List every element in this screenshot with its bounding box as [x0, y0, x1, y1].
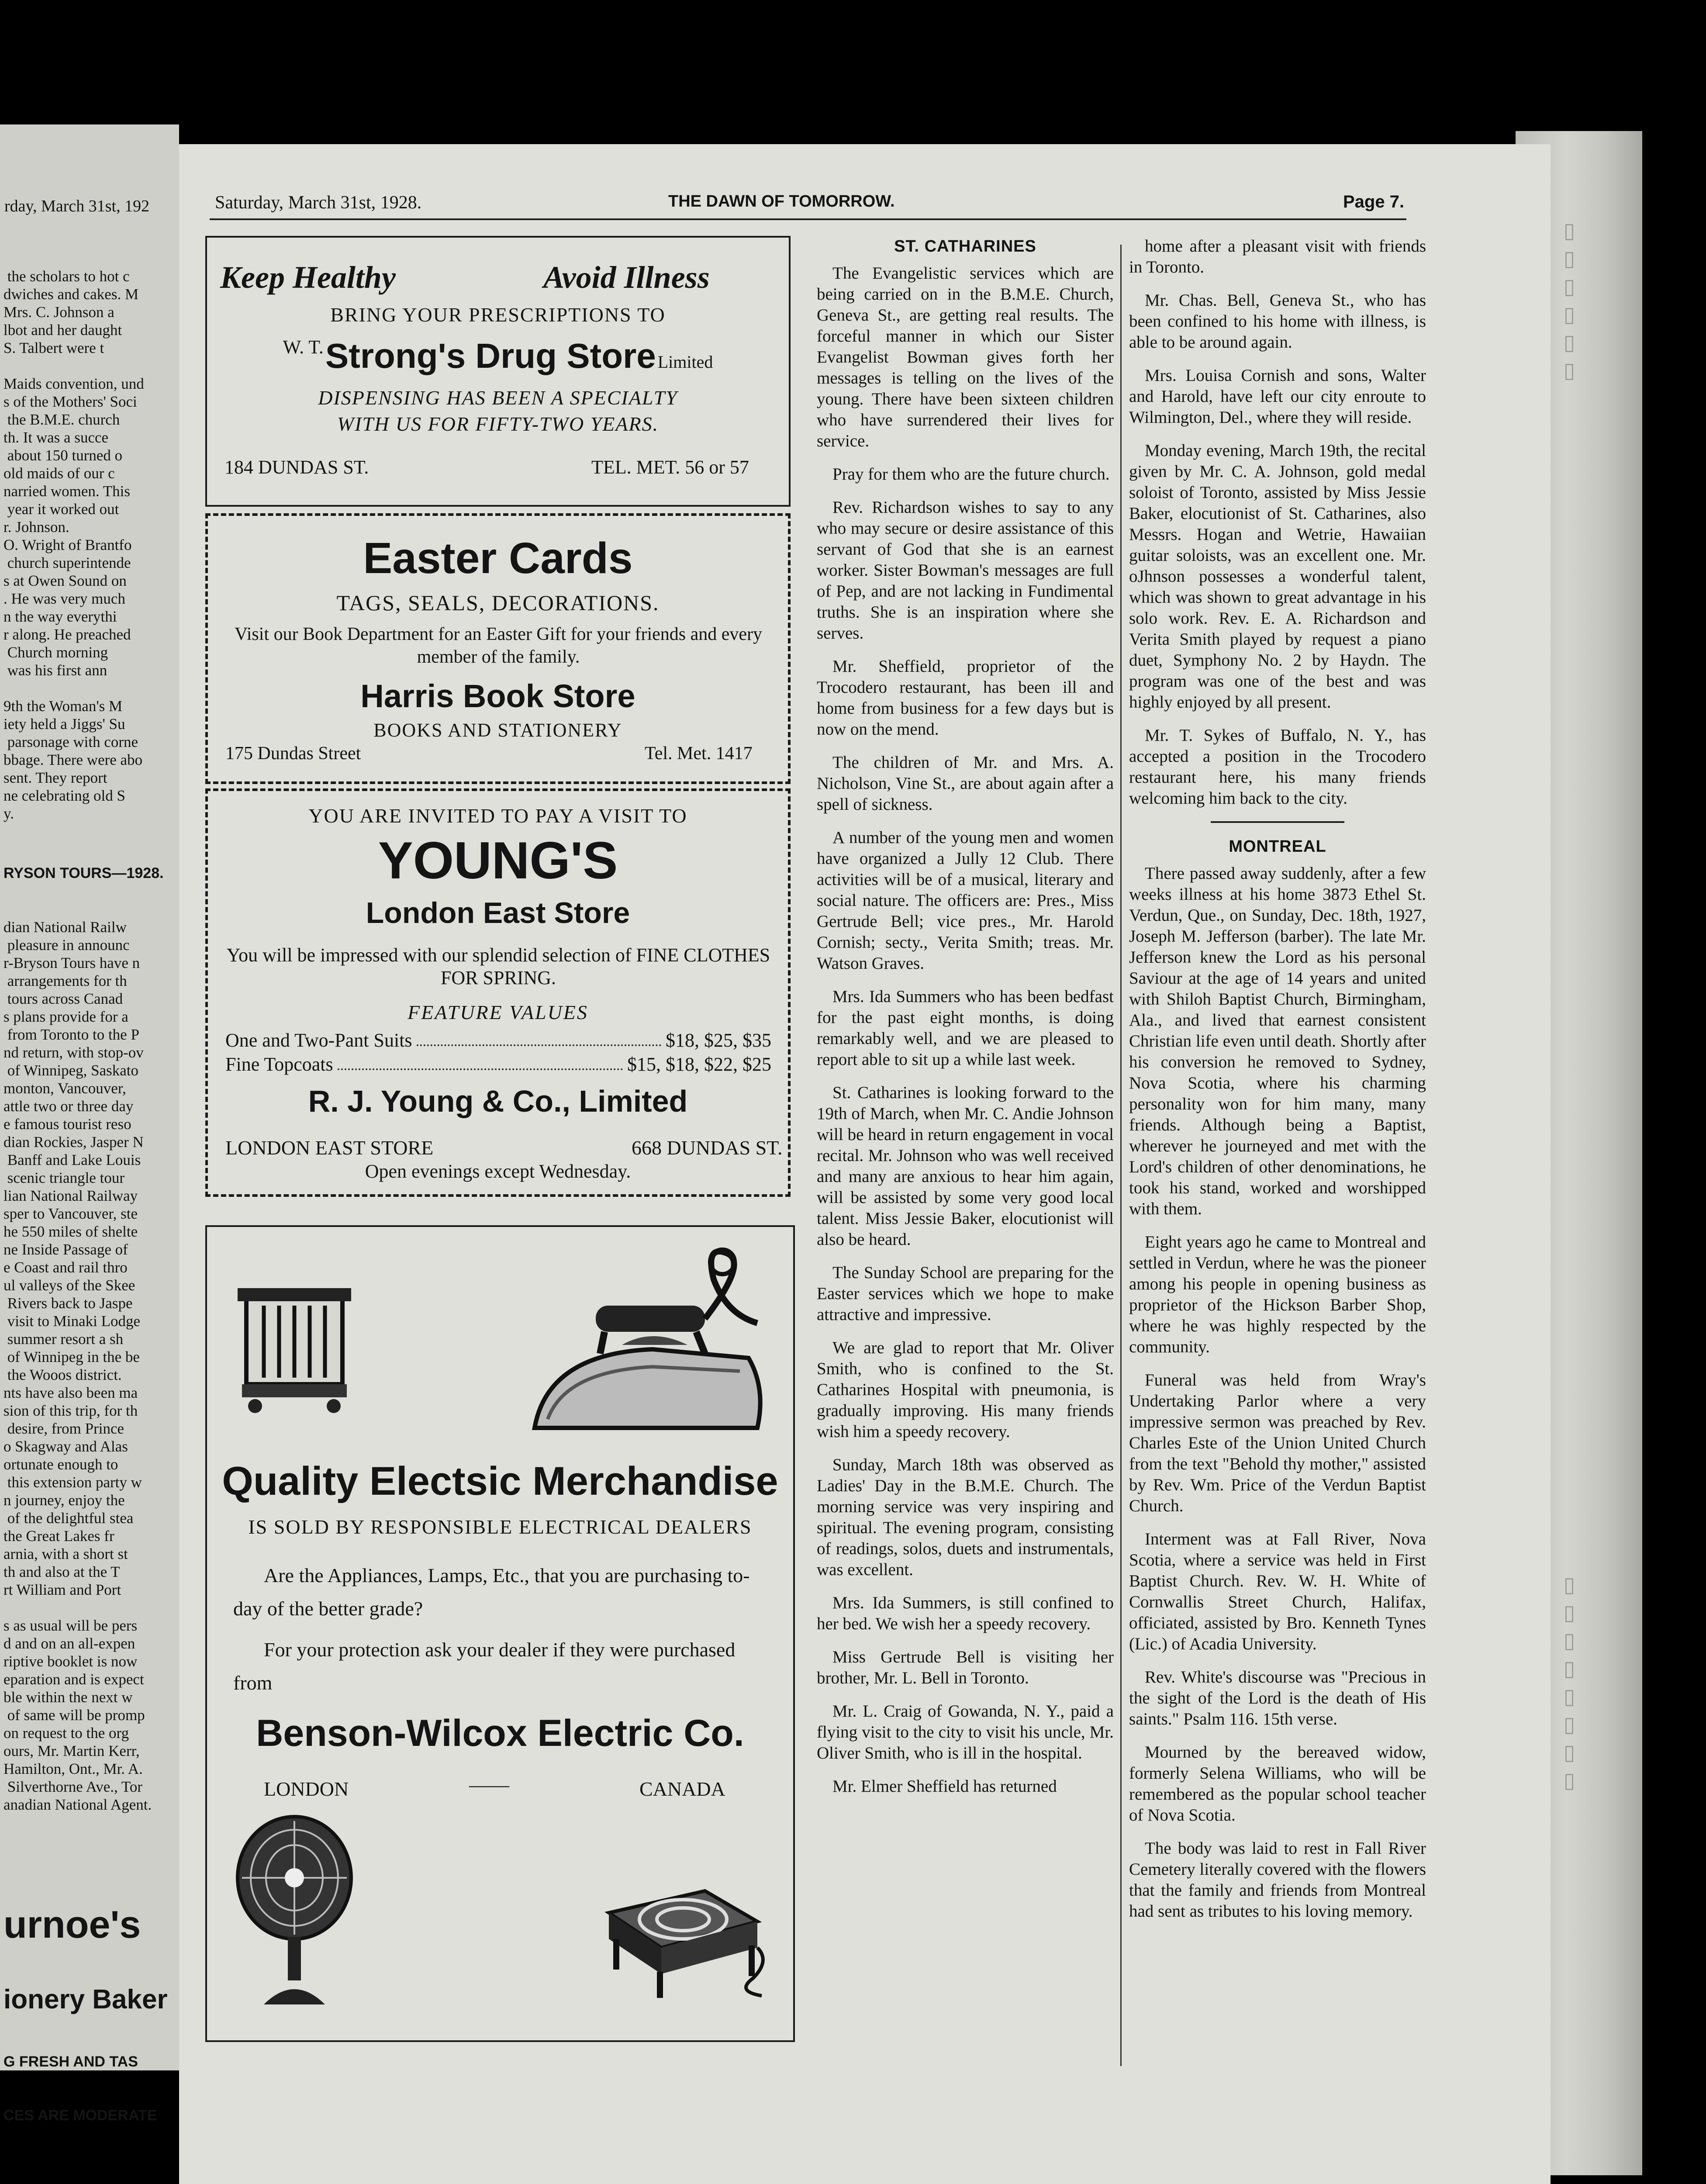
left-page-line: bbage. There were abo — [3, 751, 143, 768]
feature-values-heading: FEATURE VALUES — [408, 1001, 588, 1023]
left-page-line: . He was very much — [3, 590, 125, 607]
left-page-line: the scholars to hot c — [3, 268, 130, 285]
toaster-icon — [233, 1279, 356, 1415]
st-catharines-paragraph: Mrs. Ida Summers who has been bedfast for the past eight months, is doing remarkably well, and we are pleased to report able to sit up a while last week. — [817, 987, 1114, 1069]
right-column-paragraph: Monday evening, March 19th, the recital given by Mr. C. A. Johnson, gold medal soloist of Toronto, assisted by Miss Jessie Baker, elocutionist of St. Catharines, also Messrs. Hogan and Wetrie, Hawaiian guitar soloists, was an excellent one. Mr. oJhnson possesses a wonderful talent, which was shown to great advantage in his solo work. Rev. E. A. Richardson and Verita Smith played by request a piano duet, Symphony No. 2 by Haydn. The program was one of the best and was highly enjoyed by all present. — [1129, 441, 1426, 712]
left-page-line — [3, 679, 178, 697]
hot-plate-icon — [591, 1873, 779, 2004]
price-row-suits — [225, 1029, 771, 1051]
st-catharines-paragraphs — [817, 263, 1114, 1797]
left-page-line: ne celebrating old S — [3, 787, 125, 804]
tours-line: e famous tourist reso — [3, 1116, 131, 1133]
left-page-line: lbot and her daught — [3, 321, 122, 339]
tours-line: Rivers back to Jaspe — [3, 1295, 133, 1312]
benson-country: CANADA — [639, 1778, 725, 1800]
header-paper-name: THE DAWN OF TOMORROW. — [668, 192, 895, 211]
dispensing-line: DISPENSING HAS BEEN A SPECIALTY — [318, 387, 678, 409]
montreal-paragraph: The body was laid to rest in Fall River Cemetery literally covered with the flowers that the family and friends from Montreal had sent as tributes to his loving memory. — [1129, 1839, 1426, 1921]
tours-line: riptive booklet is now — [3, 1653, 138, 1670]
tours-line: ul valleys of the Skee — [3, 1277, 135, 1294]
youngs-invite: YOU ARE INVITED TO PAY A VISIT TO — [308, 805, 687, 827]
tours-line — [3, 1599, 178, 1617]
tours-line: of Winnipeg in the be — [3, 1348, 140, 1365]
left-ad-line2: ionery Baker — [3, 1984, 168, 2015]
tours-line: of the delightful stea — [3, 1510, 134, 1527]
left-page-line: was his first ann — [3, 662, 107, 679]
st-catharines-paragraph: The Sunday School are preparing for the Easter services which we hope to make attractive and impressive. — [817, 1263, 1114, 1324]
library-stamp-top-icon: ▯▯▯▯▯▯ — [1558, 218, 1581, 386]
tours-line: Hamilton, Ont., Mr. A. — [3, 1760, 143, 1777]
tours-line: ortunate enough to — [3, 1456, 118, 1473]
prescriptions-line: BRING YOUR PRESCRIPTIONS TO — [330, 304, 666, 326]
st-catharines-paragraph: Mrs. Ida Summers, is still confined to her bed. We wish her a speedy recovery. — [817, 1593, 1114, 1633]
tours-line: dian Rockies, Jasper N — [3, 1133, 144, 1151]
left-page-line: th. It was a succe — [3, 429, 109, 446]
tours-line: eparation and is expect — [3, 1671, 144, 1688]
left-page-header-date: rday, March 31st, 192 — [4, 197, 150, 215]
harris-tagline: BOOKS AND STATIONERY — [373, 719, 622, 741]
drug-store-name-line — [207, 336, 789, 376]
left-ad-line3: G FRESH AND TAS — [3, 2053, 138, 2070]
st-catharines-paragraph: A number of the young men and women have organized a Jully 12 Club. There activities will be of a musical, literary and social nature. The officers are: Pres., Miss Gertrude Bell; vice pres., Mr. Harold Cornish; secty., Verita Smith; treas. Mr. Watson Graves. — [817, 828, 1114, 973]
montreal-paragraph: Interment was at Fall River, Nova Scotia, where a service was held in First Baptist Church. Rev. W. H. White of Cornwallis Street Church, Halifax, officiated, assisted by Bro. Kenneth Tynes (Lic.) of Acadia University. — [1129, 1530, 1426, 1653]
tours-line: desire, from Prince — [3, 1420, 124, 1437]
tours-line: the Great Lakes fr — [3, 1527, 114, 1545]
suits-label: One and Two-Pant Suits — [225, 1030, 412, 1051]
st-catharines-column — [817, 236, 1114, 1809]
left-page-line: s at Owen Sound on — [3, 572, 127, 589]
tours-line: the Wooos district. — [3, 1366, 122, 1383]
price-row-topcoats — [225, 1053, 771, 1075]
topcoats-prices: $15, $18, $22, $25 — [627, 1054, 771, 1075]
header-page-number: Page 7. — [1343, 192, 1405, 211]
st-catharines-paragraph: Mr. Elmer Sheffield has returned — [832, 1777, 1057, 1796]
library-stamp-bottom-icon: ▯▯▯▯▯▯▯▯ — [1558, 1572, 1581, 1796]
tours-line: Banff and Lake Louis — [3, 1151, 141, 1168]
left-page-line: Maids convention, und — [3, 375, 144, 392]
tours-line: of same will be promp — [3, 1707, 145, 1724]
tours-line: he 550 miles of shelte — [3, 1223, 138, 1240]
right-column — [1129, 236, 1426, 1934]
st-catharines-paragraph: St. Catharines is looking forward to the 19th of March, when Mr. C. Andie Johnson will be heard in return engagement in vocal recital. Mr. Johnson who was well received and many are anxious to hear him again, will be assisted by some very good local talent. Miss Jessie Baker, elocutionist will also be heard. — [817, 1083, 1114, 1249]
tours-line: Silverthorne Ave., Tor — [3, 1778, 143, 1795]
youngs-name: YOUNG'S — [378, 831, 618, 890]
left-page-line: church superintende — [3, 554, 131, 571]
montreal-paragraph: There passed away suddenly, after a few weeks illness at his home 3873 Ethel St. Verdun, Que., on Sunday, Dec. 18th, 1927, Joseph M. Jefferson (barber). The late Mr. Jefferson knew the Lord as his personal Saviour at the age of 14 years and united with Shiloh Baptist Church, Birmingham, Ala., and lived that earnest consistent Christian life even until death. Shortly after his conversion he removed to Sydney, Nova Scotia, where his charming personality won for him many, many friends. Although being a Baptist, wherever he journeyed and met with the Lord's children of other denominations, he took his stand, worked and worshipped with them. — [1129, 864, 1426, 1218]
tours-line: scenic triangle tour — [3, 1169, 124, 1186]
tours-line: ble within the next w — [3, 1689, 133, 1706]
easter-cards-title: Easter Cards — [363, 534, 633, 583]
young-company-name: R. J. Young & Co., Limited — [308, 1084, 688, 1118]
tours-line: sion of this trip, for th — [3, 1402, 138, 1419]
youngs-body: You will be impressed with our splendid selection of FINE CLOTHES FOR SPRING. — [226, 944, 770, 988]
tours-line: summer resort a sh — [3, 1330, 124, 1348]
left-ad-name: urnoe's — [3, 1903, 141, 1946]
tours-line: anadian National Agent. — [3, 1796, 152, 1813]
tours-line: nts have also been ma — [3, 1384, 138, 1401]
strongs-drug-store-ad — [205, 236, 791, 507]
young-address: 668 DUNDAS ST. — [632, 1137, 783, 1159]
tours-line: lian National Railway — [3, 1187, 138, 1204]
electric-heater-icon — [229, 1812, 360, 2022]
dot-leader — [338, 1053, 623, 1070]
left-page-line: r along. He preached — [3, 626, 131, 643]
left-page-line: dwiches and cakes. M — [3, 286, 139, 303]
left-page-line: O. Wright of Brantfo — [3, 536, 132, 553]
benson-title: Quality Electsic Merchandise — [222, 1459, 778, 1503]
right-column-paragraph: home after a pleasant visit with friends in Toronto. — [1129, 237, 1426, 276]
tours-line: of Winnipeg, Saskato — [3, 1062, 139, 1079]
harris-book-store-ad — [205, 513, 791, 784]
left-page-line: S. Talbert were t — [3, 339, 104, 356]
tours-line: sper to Vancouver, ste — [3, 1205, 138, 1222]
tours-line: o Skagway and Alas — [3, 1438, 128, 1455]
left-ad-fragment — [3, 1867, 178, 2184]
right-column-paragraph: Mr. Chas. Bell, Geneva St., who has been confined to his home with illness, is able to be around again. — [1129, 291, 1426, 352]
montreal-paragraph: Eight years ago he came to Montreal and settled in Verdun, where he was the pioneer among his people in opening business as proprietor of the Hickson Barber Shop, where he was highly respected by the community. — [1129, 1233, 1426, 1356]
tours-line: arnia, with a short st — [3, 1545, 128, 1562]
left-page-line: r. Johnson. — [3, 518, 69, 536]
st-catharines-paragraph: Mr. L. Craig of Gowanda, N. Y., paid a flying visit to the city to visit his uncle, Mr. Oliver Smith, who is ill in the hospital. — [817, 1702, 1114, 1762]
benson-city: LONDON — [264, 1778, 349, 1800]
benson-dash: —— — [469, 1773, 509, 1796]
left-page-line: s of the Mothers' Soci — [3, 393, 137, 410]
tours-line: ne Inside Passage of — [3, 1241, 128, 1258]
limited-label: Limited — [657, 352, 713, 372]
tours-line: r-Bryson Tours have n — [3, 954, 140, 971]
st-catharines-paragraph: We are glad to report that Mr. Oliver Smith, who is confined to the St. Catharines Hospital with pneumonia, is gradually improving. His many friends wish him a speedy recovery. — [817, 1338, 1114, 1441]
tours-text-lines — [3, 918, 178, 1814]
st-catharines-paragraph: The Evangelistic services which are being carried on in the B.M.E. Church, Geneva St., are getting real results. The forceful manner in which our Sister Evangelist Bowman gives forth her messages is telling on the lives of the young. There have been sixteen children who have surrendered their lives for service. — [817, 264, 1114, 450]
slogan-avoid-illness: Avoid Illness — [543, 260, 710, 295]
harris-phone: Tel. Met. 1417 — [645, 743, 753, 764]
left-page-line — [3, 357, 178, 375]
tours-line: tours across Canad — [3, 990, 123, 1007]
st-catharines-heading: ST. CATHARINES — [894, 237, 1036, 256]
suits-prices: $18, $25, $35 — [666, 1030, 771, 1051]
tours-line: attle two or three day — [3, 1098, 134, 1115]
harris-address: 175 Dundas Street — [225, 743, 361, 764]
header-date: Saturday, March 31st, 1928. — [215, 193, 422, 213]
tours-line: ours, Mr. Martin Kerr, — [3, 1742, 140, 1759]
tours-line: arrangements for th — [3, 972, 127, 989]
drug-store-name: Strong's Drug Store — [325, 336, 656, 375]
montreal-paragraph: Funeral was held from Wray's Undertaking Parlor where a very impressive sermon was preached by Rev. Charles Este of the Union United Church from the text "Behold thy mother," assisted by Rev. Wm. Price of the Verdun Baptist Church. — [1129, 1371, 1426, 1515]
tours-line: dian National Railw — [3, 919, 127, 936]
left-page-text — [3, 232, 178, 2184]
left-ad-line4: CES ARE MODERATE — [3, 2107, 157, 2124]
benson-company: Benson-Wilcox Electric Co. — [256, 1712, 744, 1754]
benson-body1: Are the Appliances, Lamps, Etc., that you are purchasing to-day of the better grade? — [233, 1564, 750, 1620]
section-divider — [1211, 821, 1344, 823]
left-page-text-lines — [3, 267, 178, 822]
st-catharines-paragraph: Pray for them who are the future church. — [832, 465, 1110, 484]
left-page-line: n the way everythi — [3, 608, 117, 625]
harris-body: Visit our Book Department for an Easter Gift for your friends and every member of the family. — [234, 624, 763, 667]
tours-line: from Toronto to the P — [3, 1026, 139, 1043]
left-page-line: Church morning — [3, 644, 108, 661]
tours-line: monton, Vancouver, — [3, 1080, 126, 1097]
left-page-line: Mrs. C. Johnson a — [3, 304, 114, 321]
left-page-fragment — [0, 124, 179, 2124]
left-page-line: y. — [3, 805, 14, 822]
strong-phone: TEL. MET. 56 or 57 — [591, 456, 749, 478]
st-catharines-paragraph: Sunday, March 18th was observed as Ladies' Day in the B.M.E. Church. The morning service was very inspiring and spiritual. The evening program, consisting of readings, solos, duets and instrumentals, was excellent. — [817, 1455, 1114, 1579]
harris-name: Harris Book Store — [360, 678, 635, 714]
right-column-paragraph: Mrs. Louisa Cornish and sons, Walter and Harold, have left our city enroute to Wilmington, Del., where they will reside. — [1129, 366, 1426, 427]
left-page-line: year it worked out — [3, 501, 119, 518]
st-catharines-paragraph: Mr. Sheffield, proprietor of the Trocodero restaurant, has been ill and home from business for a few days but is now on the mend. — [817, 657, 1114, 739]
right-column-paragraph: Mr. T. Sykes of Buffalo, N. Y., has accepted a position in the Trocodero restaurant here, his many friends welcoming him back to the city. — [1129, 726, 1426, 808]
electric-iron-icon — [521, 1244, 775, 1450]
montreal-heading: MONTREAL — [1229, 837, 1326, 856]
slogan-keep-healthy: Keep Healthy — [220, 260, 396, 295]
left-page-line: about 150 turned o — [3, 447, 123, 464]
youngs-store-name: London East Store — [366, 896, 630, 930]
harris-subtitle: TAGS, SEALS, DECORATIONS. — [336, 591, 660, 615]
benson-body2: For your protection ask your dealer if they were purchased from — [233, 1638, 736, 1694]
montreal-paragraphs — [1129, 863, 1426, 1922]
benson-subtitle: IS SOLD BY RESPONSIBLE ELECTRICAL DEALERS — [248, 1516, 752, 1538]
tours-line: s as usual will be pers — [3, 1617, 138, 1634]
montreal-paragraph: Mourned by the bereaved widow, formerly Selena Williams, who will be remembered as the popular school teacher of Nova Scotia. — [1129, 1743, 1426, 1825]
dot-leader — [417, 1029, 661, 1046]
right-column-top-paragraphs — [1129, 236, 1426, 809]
tours-line: this extension party w — [3, 1474, 142, 1491]
tours-line: nd return, with stop-ov — [3, 1044, 144, 1061]
left-page-line: sent. They report — [3, 769, 107, 786]
topcoats-label: Fine Topcoats — [225, 1054, 333, 1075]
tours-line: visit to Minaki Lodge — [3, 1313, 141, 1330]
st-catharines-paragraph: Rev. Richardson wishes to say to any who may secure or desire assistance of this servant of God that she is an earnest worker. Sister Bowman's messages are full of Pep, and are not lacking in Fundimental truths. She is an inspiration where she serves. — [817, 498, 1114, 643]
youngs-store-ad — [205, 788, 791, 1197]
column-rule — [1120, 245, 1122, 2066]
tours-heading: RYSON TOURS—1928. — [3, 865, 164, 881]
tours-line: e Coast and rail thro — [3, 1259, 128, 1276]
tours-line: d and on an all-expen — [3, 1635, 135, 1652]
left-page-line: iety held a Jiggs' Su — [3, 715, 125, 733]
tours-line: th and also at the T — [3, 1563, 120, 1580]
initials: W. T. — [283, 336, 324, 358]
header-rule — [210, 218, 1406, 220]
fifty-two-years-line: WITH US FOR FIFTY-TWO YEARS. — [337, 413, 659, 435]
tours-line: n journey, enjoy the — [3, 1492, 125, 1509]
tours-line: on request to the org — [3, 1724, 129, 1742]
left-page-line: narried women. This — [3, 483, 130, 500]
st-catharines-paragraph: The children of Mr. and Mrs. A. Nicholson, Vine St., are about again after a spell of sickness. — [817, 753, 1114, 814]
benson-wilcox-ad — [205, 1225, 795, 2042]
tours-line: s plans provide for a — [3, 1008, 128, 1025]
tours-line: rt William and Port — [3, 1581, 121, 1598]
left-page-line: parsonage with corne — [3, 733, 138, 750]
left-page-line: the B.M.E. church — [3, 411, 120, 428]
young-store-line: LONDON EAST STORE — [225, 1137, 434, 1159]
montreal-paragraph: Rev. White's discourse was "Precious in the sight of the Lord is the death of His saints." Psalm 116. 15th verse. — [1129, 1668, 1426, 1728]
left-page-line: old maids of our c — [3, 465, 115, 482]
young-hours: Open evenings except Wednesday. — [365, 1161, 631, 1182]
left-page-line: 9th the Woman's M — [3, 698, 123, 715]
st-catharines-paragraph: Miss Gertrude Bell is visiting her brother, Mr. L. Bell in Toronto. — [817, 1648, 1114, 1687]
strong-address: 184 DUNDAS ST. — [224, 456, 369, 478]
tours-line: pleasure in announc — [3, 936, 130, 954]
